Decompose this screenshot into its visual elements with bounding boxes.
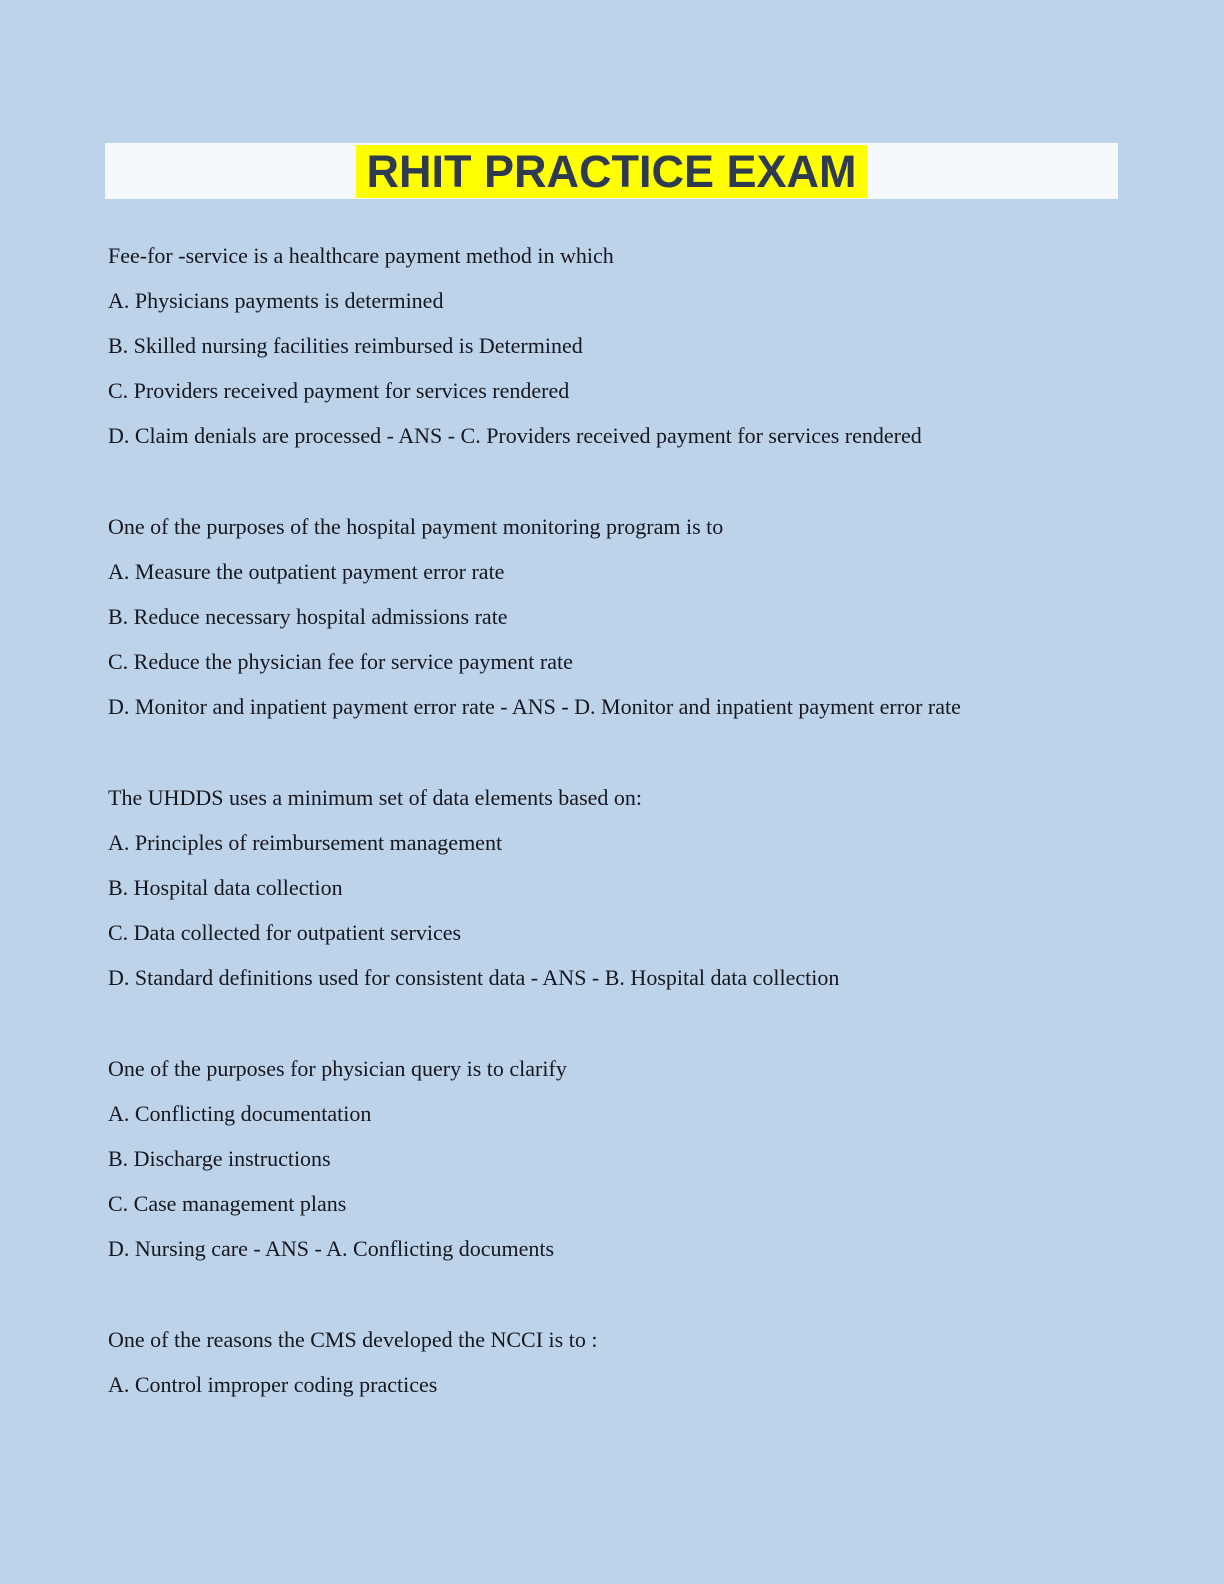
question-text: The UHDDS uses a minimum set of data elements based on: (108, 785, 643, 810)
question-block (108, 1046, 1124, 1271)
question-block (108, 775, 1124, 1000)
question-option: A. Physicians payments is determined (108, 288, 444, 313)
question-option: A. Principles of reimbursement management (108, 830, 503, 855)
question-option: A. Measure the outpatient payment error rate (108, 559, 505, 584)
page-title: RHIT PRACTICE EXAM (356, 145, 866, 198)
question-block (108, 233, 1124, 458)
question-option: A. Control improper coding practices (108, 1372, 438, 1397)
question-option: A. Conflicting documentation (108, 1101, 372, 1126)
question-option: B. Hospital data collection (108, 875, 343, 900)
question-block (108, 504, 1124, 729)
question-option: D. Standard definitions used for consistent data - ANS - B. Hospital data collection (108, 965, 840, 990)
title-banner (105, 143, 1118, 199)
question-option: D. Claim denials are processed - ANS - C. Providers received payment for services rendered (108, 423, 922, 448)
question-option: C. Data collected for outpatient services (108, 920, 462, 945)
question-option: D. Nursing care - ANS - A. Conflicting documents (108, 1236, 555, 1261)
question-block (108, 1317, 1124, 1407)
question-text: One of the purposes of the hospital payment monitoring program is to (108, 514, 724, 539)
question-option: B. Reduce necessary hospital admissions rate (108, 604, 508, 629)
question-option: C. Providers received payment for services rendered (108, 378, 570, 403)
questions-list (108, 233, 1124, 1453)
question-text: One of the purposes for physician query is to clarify (108, 1056, 567, 1081)
question-option: D. Monitor and inpatient payment error rate - ANS - D. Monitor and inpatient payment error rate (108, 694, 961, 719)
question-text: Fee-for -service is a healthcare payment method in which (108, 243, 614, 268)
question-option: C. Case management plans (108, 1191, 347, 1216)
question-option: C. Reduce the physician fee for service payment rate (108, 649, 573, 674)
question-option: B. Discharge instructions (108, 1146, 331, 1171)
question-option: B. Skilled nursing facilities reimbursed is Determined (108, 333, 583, 358)
question-text: One of the reasons the CMS developed the NCCI is to : (108, 1327, 598, 1352)
